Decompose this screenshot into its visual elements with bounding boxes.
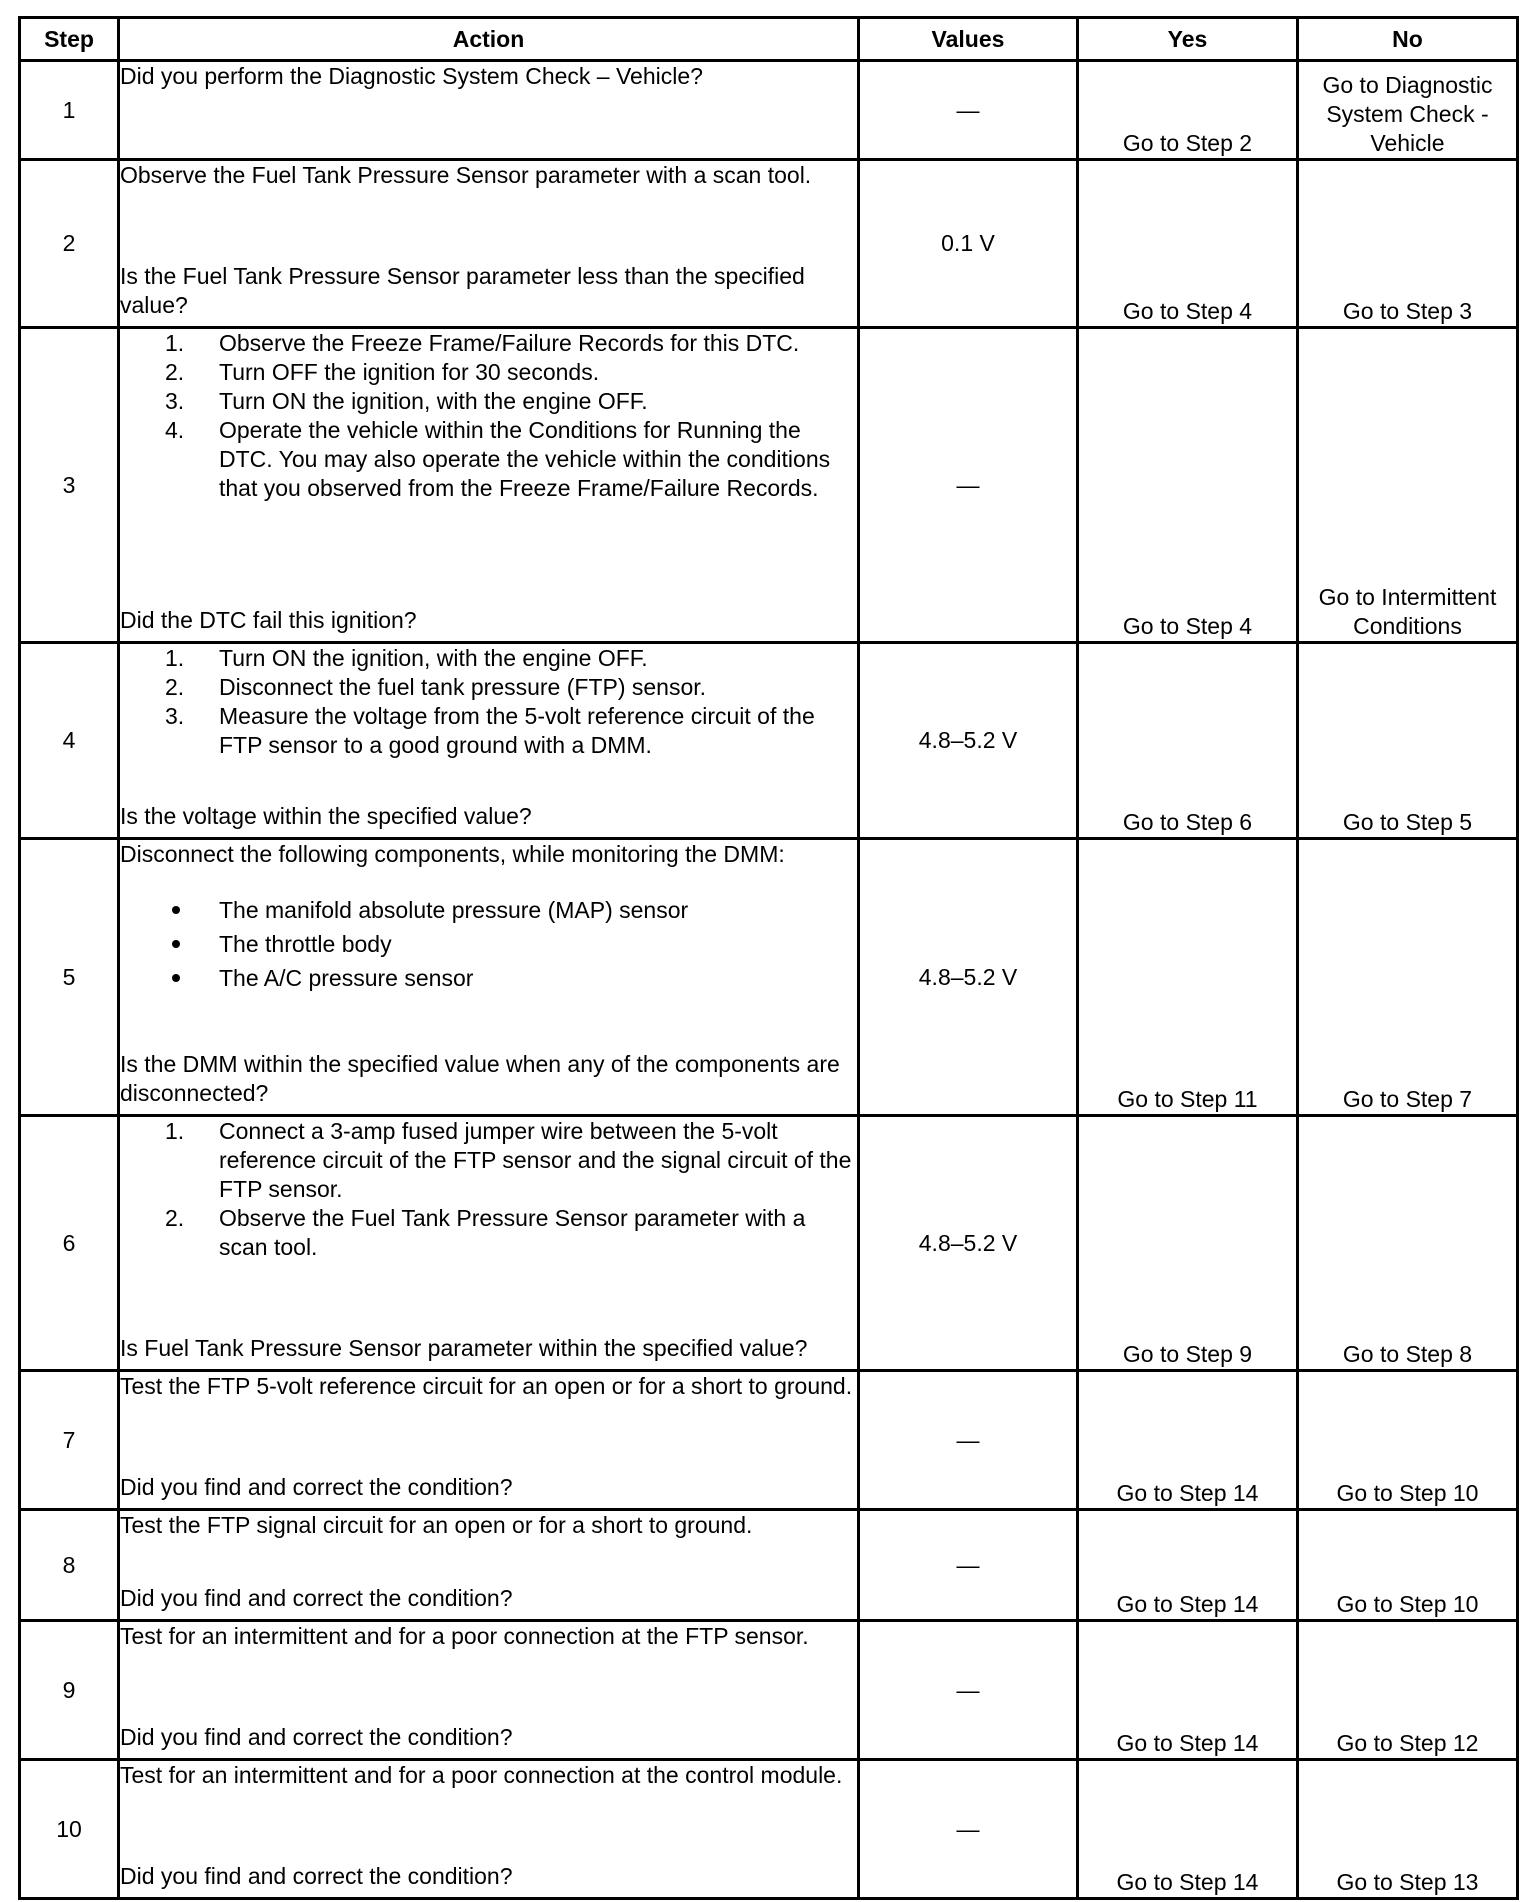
action-intro-text: Test the FTP signal circuit for an open or for a short to ground. <box>120 1512 753 1538</box>
numbered-steps <box>120 329 857 503</box>
action-cell <box>119 839 859 1116</box>
bullet-text: The manifold absolute pressure (MAP) sensor <box>219 897 689 923</box>
action-question: Is the voltage within the specified value? <box>120 803 532 829</box>
action-instructions <box>120 1511 857 1540</box>
specified-value: 0.1 V <box>859 160 1078 328</box>
numbered-steps <box>120 644 857 760</box>
action-cell <box>119 328 859 643</box>
numbered-step <box>120 702 857 760</box>
no-outcome: Go to Step 10 <box>1298 1510 1518 1621</box>
step-number: 3 <box>20 328 119 643</box>
no-outcome: Go to Step 12 <box>1298 1621 1518 1760</box>
action-cell <box>119 1371 859 1510</box>
step-marker <box>120 416 219 503</box>
step-marker-number: 1. <box>165 1118 185 1144</box>
specified-value: — <box>859 1760 1078 1899</box>
action-cell <box>119 160 859 328</box>
table-body <box>20 61 1518 1899</box>
step-marker-number: 1. <box>165 330 185 356</box>
step-marker-number: 2. <box>165 674 185 700</box>
action-instructions <box>120 161 857 190</box>
action-content <box>120 840 857 1108</box>
step-instruction-text: Turn ON the ignition, with the engine OFF. <box>219 645 648 671</box>
step-marker-number: 2. <box>165 1205 185 1231</box>
action-question: Did you find and correct the condition? <box>120 1474 513 1500</box>
bullet-item <box>120 893 857 927</box>
action-intro-text: Disconnect the following components, while monitoring the DMM: <box>120 841 785 867</box>
step-number: 7 <box>20 1371 119 1510</box>
bullet-list <box>120 893 857 995</box>
bullet-icon <box>120 893 219 927</box>
bullet-item <box>120 927 857 961</box>
action-cell <box>119 1621 859 1760</box>
step-marker <box>120 387 219 416</box>
step-marker-number: 3. <box>165 703 185 729</box>
action-content <box>120 1511 857 1613</box>
action-cell <box>119 643 859 839</box>
step-number: 10 <box>20 1760 119 1899</box>
column-header-values: Values <box>859 18 1078 61</box>
step-marker <box>120 358 219 387</box>
action-intro-text: Test for an intermittent and for a poor connection at the control module. <box>120 1762 843 1788</box>
step-marker-number: 3. <box>165 388 185 414</box>
yes-outcome: Go to Step 14 <box>1078 1621 1298 1760</box>
table-row <box>20 1510 1518 1621</box>
numbered-step <box>120 644 857 673</box>
no-outcome: Go to Step 8 <box>1298 1116 1518 1371</box>
step-number: 8 <box>20 1510 119 1621</box>
table-row <box>20 1760 1518 1899</box>
no-outcome: Go to Step 13 <box>1298 1760 1518 1899</box>
bullet-text: The A/C pressure sensor <box>219 965 474 991</box>
step-marker <box>120 673 219 702</box>
step-number: 1 <box>20 61 119 160</box>
action-question: Is the DMM within the specified value when any of the components are disconnected? <box>120 1051 840 1106</box>
step-marker <box>120 644 219 673</box>
step-instruction-text: Operate the vehicle within the Conditions for Running the DTC. You may also operate the vehicle within the conditions that you observed from the Freeze Frame/Failure Records. <box>219 417 831 501</box>
step-instruction-text: Observe the Fuel Tank Pressure Sensor parameter with a scan tool. <box>219 1205 806 1260</box>
action-question: Did you find and correct the condition? <box>120 1724 513 1750</box>
yes-outcome: Go to Step 4 <box>1078 160 1298 328</box>
numbered-step <box>120 358 857 387</box>
no-outcome: Go to Diagnostic System Check - Vehicle <box>1298 61 1518 160</box>
action-question: Is the Fuel Tank Pressure Sensor parameter less than the specified value? <box>120 263 805 318</box>
yes-outcome: Go to Step 9 <box>1078 1116 1298 1371</box>
yes-outcome: Go to Step 11 <box>1078 839 1298 1116</box>
table-row <box>20 1116 1518 1371</box>
specified-value: 4.8–5.2 V <box>859 643 1078 839</box>
step-instruction-text: Measure the voltage from the 5-volt reference circuit of the FTP sensor to a good ground with a DMM. <box>219 703 815 758</box>
step-marker-number: 4. <box>165 417 185 443</box>
action-cell <box>119 61 859 160</box>
action-intro-text: Test for an intermittent and for a poor connection at the FTP sensor. <box>120 1623 809 1649</box>
action-cell <box>119 1760 859 1899</box>
action-intro-text: Observe the Fuel Tank Pressure Sensor parameter with a scan tool. <box>120 162 812 188</box>
step-number: 5 <box>20 839 119 1116</box>
step-instruction-text: Connect a 3-amp fused jumper wire between the 5-volt reference circuit of the FTP sensor and the signal circuit of the FTP sensor. <box>219 1118 852 1202</box>
table-row <box>20 839 1518 1116</box>
numbered-step <box>120 329 857 358</box>
bullet-icon <box>120 961 219 995</box>
action-instructions <box>120 1372 857 1401</box>
table-row <box>20 328 1518 643</box>
action-content <box>120 1761 857 1891</box>
table-row <box>20 61 1518 160</box>
no-outcome: Go to Step 7 <box>1298 839 1518 1116</box>
action-content <box>120 644 857 831</box>
step-number: 6 <box>20 1116 119 1371</box>
action-content <box>120 1372 857 1502</box>
step-number: 2 <box>20 160 119 328</box>
action-question: Did the DTC fail this ignition? <box>120 607 417 633</box>
numbered-step <box>120 387 857 416</box>
specified-value: — <box>859 61 1078 160</box>
action-instructions <box>120 644 857 760</box>
bullet-text: The throttle body <box>219 931 392 957</box>
bullet-item <box>120 961 857 995</box>
no-outcome: Go to Step 3 <box>1298 160 1518 328</box>
numbered-step <box>120 1204 857 1262</box>
action-content <box>120 329 857 635</box>
yes-outcome: Go to Step 14 <box>1078 1510 1298 1621</box>
numbered-step <box>120 673 857 702</box>
specified-value: 4.8–5.2 V <box>859 839 1078 1116</box>
action-intro-text: Did you perform the Diagnostic System Check – Vehicle? <box>120 63 703 89</box>
action-instructions <box>120 1622 857 1651</box>
column-header-no: No <box>1298 18 1518 61</box>
diagnostic-table-container <box>18 16 1516 1900</box>
action-intro-text: Test the FTP 5-volt reference circuit for an open or for a short to ground. <box>120 1373 853 1399</box>
action-question: Is Fuel Tank Pressure Sensor parameter within the specified value? <box>120 1335 808 1361</box>
table-row <box>20 643 1518 839</box>
specified-value: 4.8–5.2 V <box>859 1116 1078 1371</box>
yes-outcome: Go to Step 2 <box>1078 61 1298 160</box>
action-instructions <box>120 1117 857 1262</box>
step-instruction-text: Turn ON the ignition, with the engine OFF. <box>219 388 648 414</box>
action-content <box>120 161 857 320</box>
table-row <box>20 1371 1518 1510</box>
column-header-step: Step <box>20 18 119 61</box>
action-instructions <box>120 840 857 995</box>
step-marker-number: 2. <box>165 359 185 385</box>
specified-value: — <box>859 1621 1078 1760</box>
action-instructions <box>120 1761 857 1790</box>
column-header-action: Action <box>119 18 859 61</box>
step-marker-number: 1. <box>165 645 185 671</box>
yes-outcome: Go to Step 14 <box>1078 1371 1298 1510</box>
action-instructions <box>120 62 857 91</box>
numbered-step <box>120 1117 857 1204</box>
step-marker <box>120 1204 219 1262</box>
action-question: Did you find and correct the condition? <box>120 1863 513 1889</box>
step-marker <box>120 702 219 760</box>
yes-outcome: Go to Step 4 <box>1078 328 1298 643</box>
step-instruction-text: Disconnect the fuel tank pressure (FTP) sensor. <box>219 674 707 700</box>
step-number: 9 <box>20 1621 119 1760</box>
numbered-step <box>120 416 857 503</box>
step-marker <box>120 1117 219 1204</box>
header-row <box>20 18 1518 61</box>
numbered-steps <box>120 1117 857 1262</box>
diagnostic-table <box>18 16 1519 1900</box>
no-outcome: Go to Step 10 <box>1298 1371 1518 1510</box>
action-cell <box>119 1116 859 1371</box>
specified-value: — <box>859 1371 1078 1510</box>
specified-value: — <box>859 1510 1078 1621</box>
action-question: Did you find and correct the condition? <box>120 1585 513 1611</box>
action-content <box>120 62 857 152</box>
yes-outcome: Go to Step 14 <box>1078 1760 1298 1899</box>
action-instructions <box>120 329 857 503</box>
step-marker <box>120 329 219 358</box>
yes-outcome: Go to Step 6 <box>1078 643 1298 839</box>
column-header-yes: Yes <box>1078 18 1298 61</box>
action-content <box>120 1622 857 1752</box>
step-instruction-text: Observe the Freeze Frame/Failure Records for this DTC. <box>219 330 800 356</box>
no-outcome: Go to Intermittent Conditions <box>1298 328 1518 643</box>
action-cell <box>119 1510 859 1621</box>
table-row <box>20 160 1518 328</box>
no-outcome: Go to Step 5 <box>1298 643 1518 839</box>
action-content <box>120 1117 857 1363</box>
step-instruction-text: Turn OFF the ignition for 30 seconds. <box>219 359 600 385</box>
specified-value: — <box>859 328 1078 643</box>
bullet-icon <box>120 927 219 961</box>
step-number: 4 <box>20 643 119 839</box>
table-row <box>20 1621 1518 1760</box>
